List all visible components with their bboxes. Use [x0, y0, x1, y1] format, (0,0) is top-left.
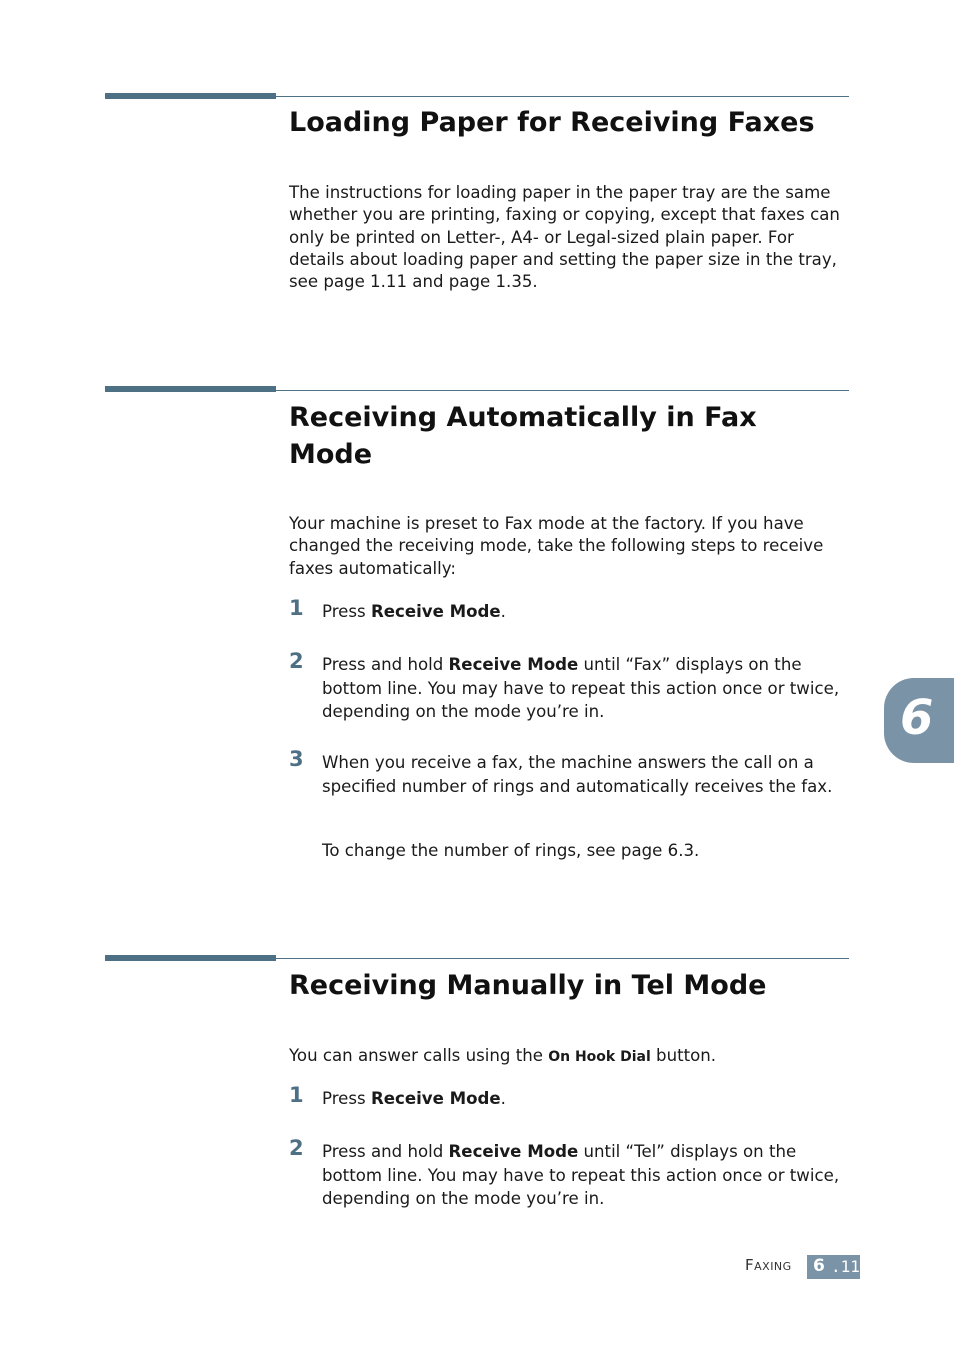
section-rule-thin [276, 96, 849, 97]
section-rule-thick [105, 955, 276, 961]
section-rule-thin [276, 390, 849, 391]
step-note: To change the number of rings, see page 6.3. [322, 841, 700, 860]
chapter-tab-number: 6 [900, 690, 934, 746]
section-heading-loading: Loading Paper for Receiving Faxes [289, 107, 815, 138]
section-intro-manual: You can answer calls using the On Hook Dial button. [289, 1046, 717, 1065]
step-text: When you receive a fax, the machine answers the call on a specified number of rings and automatically receives the fax. [322, 753, 833, 796]
section-body-loading: The instructions for loading paper in the paper tray are the same whether you are printing, faxing or copying, except that faxes can only be printed on Letter-, A4- or Legal-sized plain paper. For details about loading paper and setting the paper size in the tray, see page 1.11 and page 1.35. [289, 183, 840, 292]
step-text: Press Receive Mode. [322, 1089, 506, 1108]
step-text: Press and hold Receive Mode until “Tel” displays on the bottom line. You may have to repeat this action once or twice, depending on the mode you’re in. [322, 1142, 840, 1208]
section-rule-thin [276, 958, 849, 959]
step-number: 2 [289, 1136, 304, 1160]
page-chapter: 6 [813, 1256, 825, 1276]
step-number: 2 [289, 649, 304, 673]
step-number: 3 [289, 747, 304, 771]
footer-chapter-label: Faxing [745, 1256, 792, 1274]
section-rule-thick [105, 386, 276, 392]
section-intro-auto: Your machine is preset to Fax mode at the factory. If you have changed the receiving mode, take the following steps to receive faxes automatically: [289, 514, 824, 578]
step-text: Press and hold Receive Mode until “Fax” displays on the bottom line. You may have to repeat this action once or twice, depending on the mode you’re in. [322, 655, 840, 721]
step-number: 1 [289, 596, 304, 620]
section-heading-manual: Receiving Manually in Tel Mode [289, 970, 767, 1001]
section-heading-auto: Receiving Automatically in Fax Mode [289, 402, 757, 470]
step-text: Press Receive Mode. [322, 602, 506, 621]
section-rule-thick [105, 93, 276, 99]
page-number-box [807, 1255, 860, 1279]
step-number: 1 [289, 1083, 304, 1107]
chapter-tab [884, 678, 954, 763]
page-number: .11 [831, 1257, 860, 1276]
